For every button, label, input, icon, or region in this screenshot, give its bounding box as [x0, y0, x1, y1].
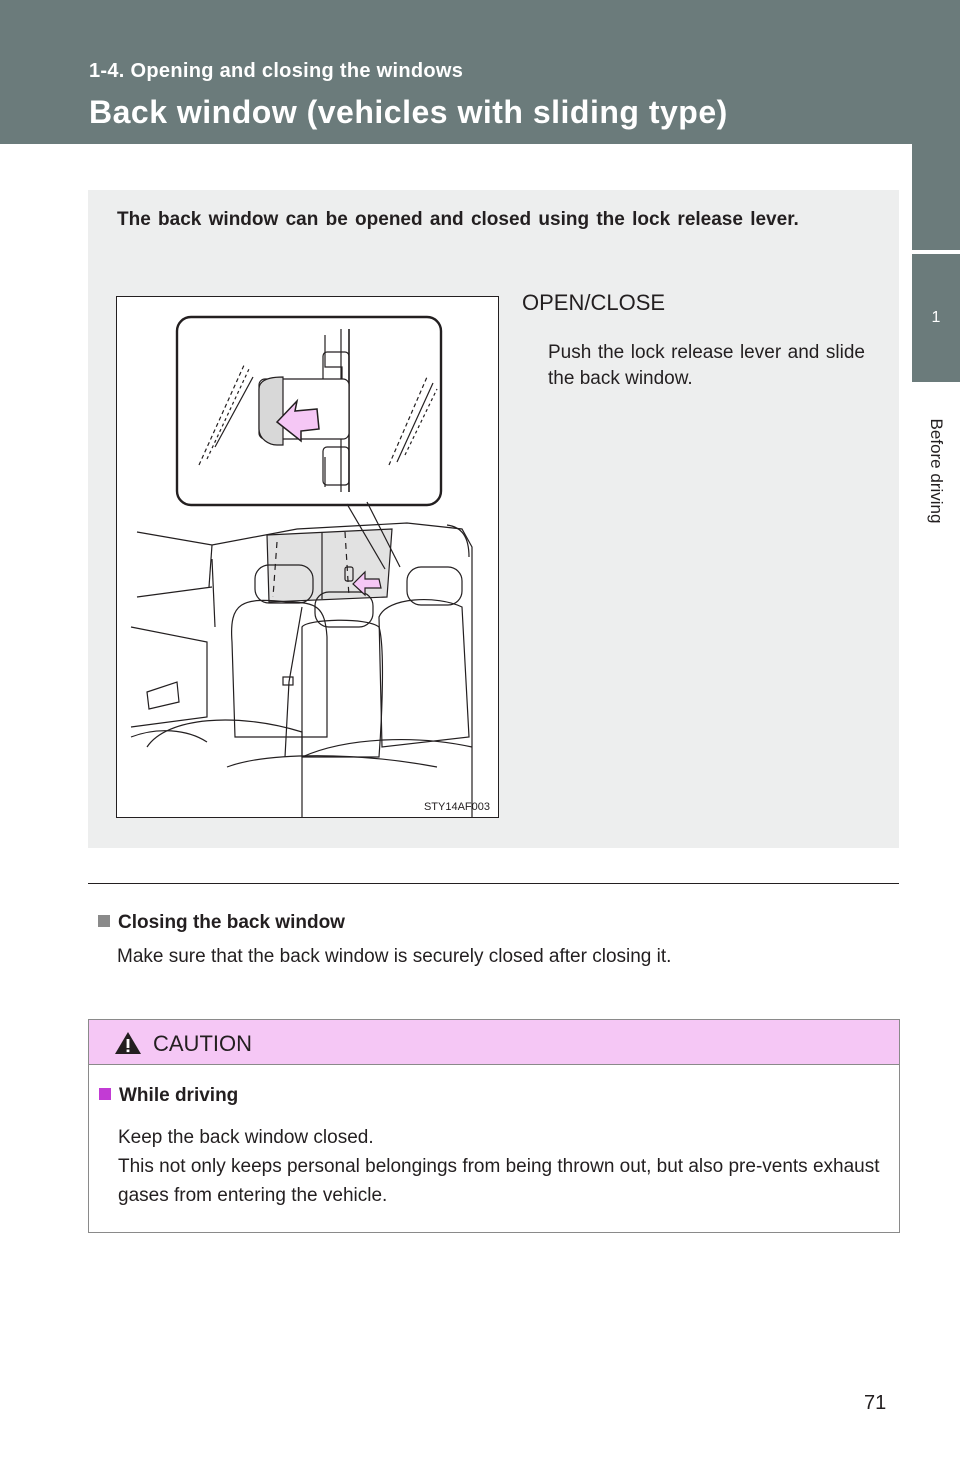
chapter-label: Before driving — [927, 418, 946, 524]
side-tab-strip — [912, 0, 960, 250]
note-text: Make sure that the back window is securely closed after closing it. — [117, 946, 672, 967]
caution-subheading-text: While driving — [119, 1085, 239, 1106]
page-title: Back window (vehicles with sliding type) — [89, 94, 728, 130]
section-title: 1-4. Opening and closing the windows — [89, 60, 464, 82]
page-number: 71 — [864, 1392, 887, 1414]
note-heading-text: Closing the back window — [118, 912, 345, 933]
chapter-label-tab[interactable] — [912, 386, 960, 556]
warning-triangle-icon — [114, 1031, 142, 1055]
intro-text: The back window can be opened and closed using the lock release lever. — [117, 209, 799, 230]
caution-text — [118, 1123, 888, 1210]
caution-subheading — [99, 1085, 238, 1107]
caution-header — [89, 1020, 899, 1065]
open-close-text: Push the lock release lever and slide the back window. — [548, 342, 865, 389]
back-window-illustration — [116, 296, 499, 818]
caution-line-2: This not only keeps personal belongings from being thrown out, but also pre-vents exhaust gases from entering the vehicle. — [118, 1156, 880, 1206]
note-heading — [98, 912, 345, 934]
illustration-drawing — [117, 297, 499, 818]
square-bullet-icon — [99, 1088, 111, 1100]
chapter-number: 1 — [931, 309, 941, 326]
caution-label: CAUTION — [153, 1031, 252, 1056]
chapter-number-tab[interactable] — [912, 254, 960, 382]
open-close-heading: OPEN/CLOSE — [522, 290, 666, 315]
section-divider — [88, 883, 899, 884]
caution-box — [88, 1019, 900, 1233]
figure-code: STY14AF003 — [423, 801, 490, 813]
caution-line-1: Keep the back window closed. — [118, 1127, 374, 1148]
square-bullet-icon — [98, 915, 110, 927]
page-header — [0, 0, 960, 144]
